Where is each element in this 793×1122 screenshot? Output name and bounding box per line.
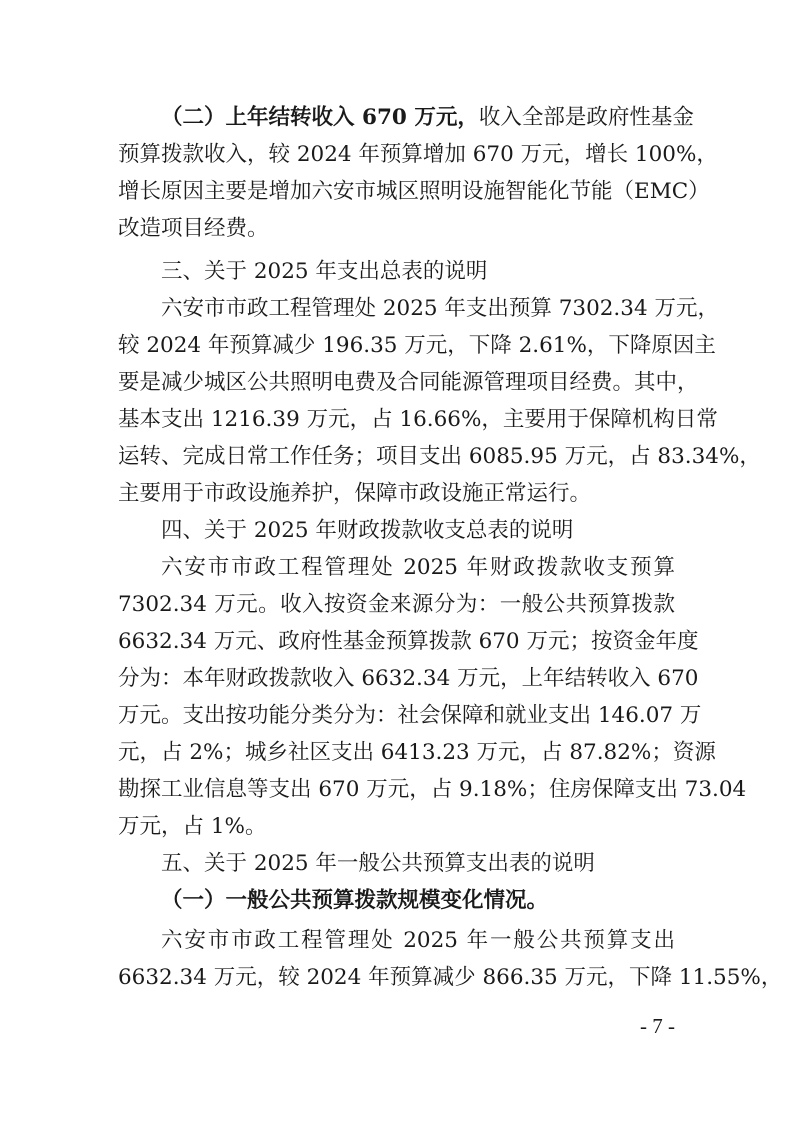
heading-text: 三、关于 2025 年支出总表的说明 — [161, 259, 488, 284]
paragraph-line: 分为：本年财政拨款收入 6632.34 万元，上年结转收入 670 — [118, 666, 699, 691]
paragraph-fiscal-appropriation — [118, 549, 747, 845]
paragraph-line: 6632.34 万元、政府性基金预算拨款 670 万元；按资金年度 — [118, 629, 699, 654]
paragraph-line: 六安市市政工程管理处 2025 年财政拨款收支预算 — [161, 555, 675, 580]
heading-text: 四、关于 2025 年财政拨款收支总表的说明 — [161, 518, 574, 543]
paragraph-line: 六安市市政工程管理处 2025 年一般公共预算支出 — [161, 928, 675, 953]
section-heading-general-budget-expenditure — [118, 845, 675, 882]
subheading-text: （一）一般公共预算拨款规模变化情况。 — [161, 888, 549, 913]
heading-text: 五、关于 2025 年一般公共预算支出表的说明 — [161, 851, 595, 876]
paragraph-line: 基本支出 1216.39 万元，占 16.66%，主要用于保障机构日常 — [118, 407, 718, 432]
paragraph-line: 预算拨款收入，较 2024 年预算增加 670 万元，增长 100%， — [118, 142, 718, 167]
paragraph-line: 增长原因主要是增加六安市城区照明设施智能化节能（EMC） — [118, 179, 710, 204]
paragraph-line: （二）上年结转收入 670 万元，收入全部是政府性基金 — [161, 105, 694, 130]
section-heading-fiscal-appropriation — [118, 512, 675, 549]
paragraph-prior-year-carryover — [118, 99, 718, 247]
paragraph-general-budget-expenditure — [118, 922, 783, 996]
paragraph-line: 六安市市政工程管理处 2025 年支出预算 7302.34 万元， — [161, 296, 719, 321]
paragraph-line: 万元。支出按功能分类分为：社会保障和就业支出 146.07 万 — [118, 703, 702, 728]
paragraph-line: 要是减少城区公共照明电费及合同能源管理项目经费。其中， — [118, 370, 699, 395]
paragraph-line: 6632.34 万元，较 2024 年预算减少 866.35 万元，下降 11.55%， — [118, 965, 783, 990]
paragraph-line: 勘探工业信息等支出 670 万元，占 9.18%；住房保障支出 73.04 — [118, 777, 747, 802]
paragraph-line: 主要用于市政设施养护，保障市政设施正常运行。 — [118, 481, 592, 506]
paragraph-line: 较 2024 年预算减少 196.35 万元，下降 2.61%，下降原因主 — [118, 333, 716, 358]
paragraph-line: 运转、完成日常工作任务；项目支出 6085.95 万元，占 83.34%， — [118, 444, 761, 469]
subheading-budget-scale-change — [118, 882, 675, 919]
paragraph-line: 万元，占 1%。 — [118, 814, 267, 839]
paragraph-line: 改造项目经费。 — [118, 216, 269, 241]
subheading-prior-year-carryover: （二）上年结转收入 670 万元， — [161, 105, 479, 130]
section-heading-expenditure-summary — [118, 253, 675, 290]
paragraph-expenditure-summary — [118, 290, 761, 512]
paragraph-line: 7302.34 万元。收入按资金来源分为：一般公共预算拨款 — [118, 592, 675, 617]
paragraph-line: 元，占 2%；城乡社区支出 6413.23 万元，占 87.82%；资源 — [118, 740, 716, 765]
page-number: - 7 - — [640, 1014, 675, 1038]
